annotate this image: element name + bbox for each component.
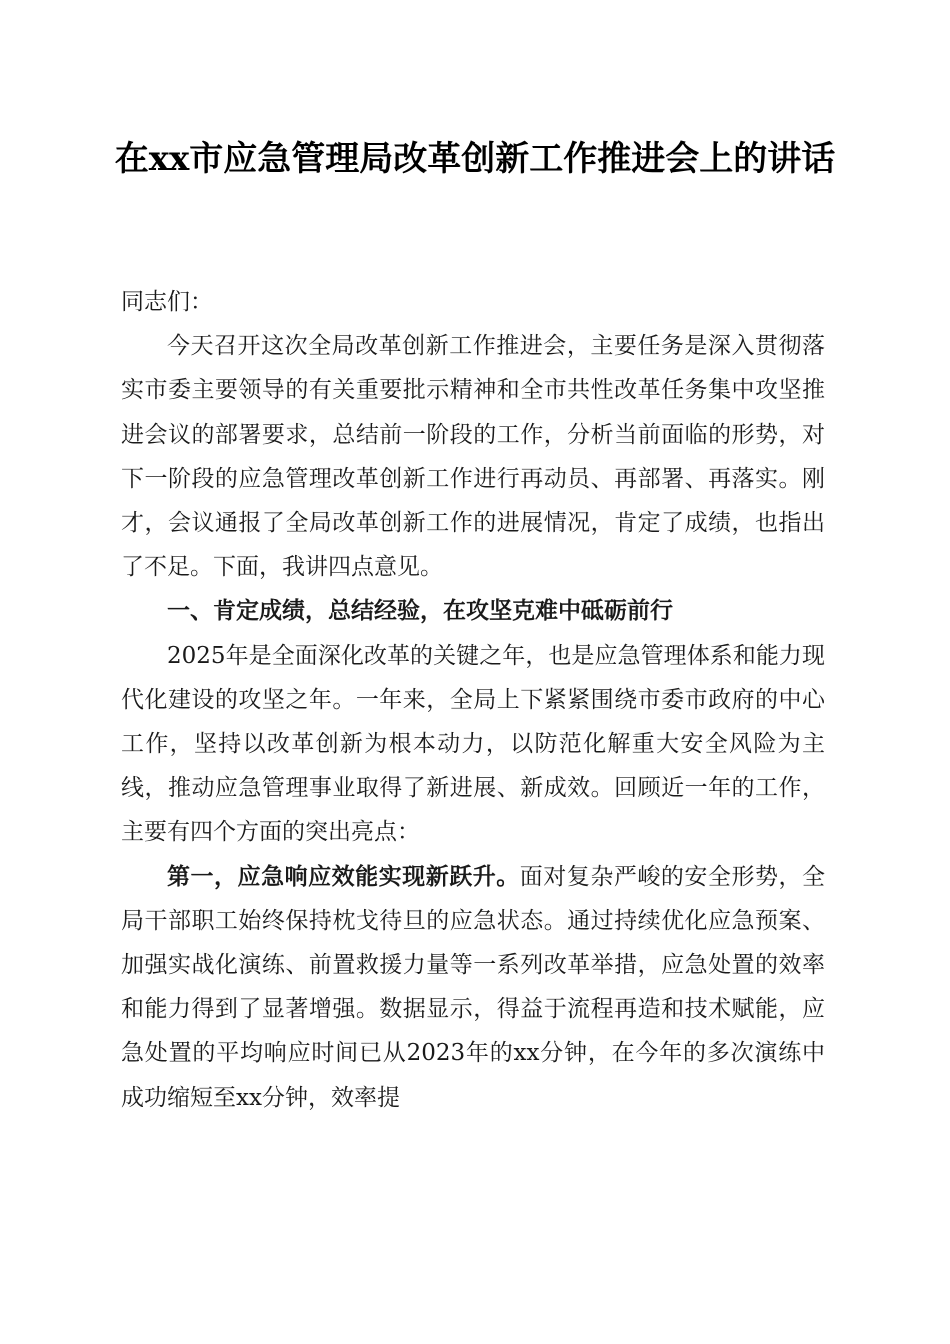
point-1-paragraph xyxy=(121,855,825,1120)
point-1-lead: 第一，应急响应效能实现新跃升。 xyxy=(167,862,520,890)
document-title: 在xx市应急管理局改革创新工作推进会上的讲话 xyxy=(114,139,836,179)
salutation: 同志们： xyxy=(121,289,213,315)
document-body xyxy=(121,280,825,1120)
section1-paragraph-1: 2025年是全面深化改革的关键之年，也是应急管理体系和能力现代化建设的攻坚之年。一年来，全局上下紧紧围绕市委市政府的中心工作，坚持以改革创新为根本动力，以防范化解重大安全风险为主线，推动应急管理事业取得了新进展、新成效。回顾近一年的工作，主要有四个方面的突出亮点： xyxy=(121,642,825,846)
point-1-text: 面对复杂严峻的安全形势，全局干部职工始终保持枕戈待旦的应急状态。通过持续优化应急预案、加强实战化演练、前置救援力量等一系列改革举措，应急处置的效率和能力得到了显著增强。数据显示，得益于流程再造和技术赋能，应急处置的平均响应时间已从2023年的xx分钟，在今年的多次演练中成功缩短至xx分钟，效率提 xyxy=(121,863,826,1111)
section-heading-1: 一、肯定成绩，总结经验，在攻坚克难中砥砺前行 xyxy=(167,598,673,625)
intro-paragraph: 今天召开这次全局改革创新工作推进会，主要任务是深入贯彻落实市委主要领导的有关重要批示精神和全市共性改革任务集中攻坚推进会议的部署要求，总结前一阶段的工作，分析当前面临的形势，对下一阶段的应急管理改革创新工作进行再动员、再部署、再落实。刚才，会议通报了全局改革创新工作的进展情况，肯定了成绩，也指出了不足。下面，我讲四点意见。 xyxy=(121,333,825,581)
